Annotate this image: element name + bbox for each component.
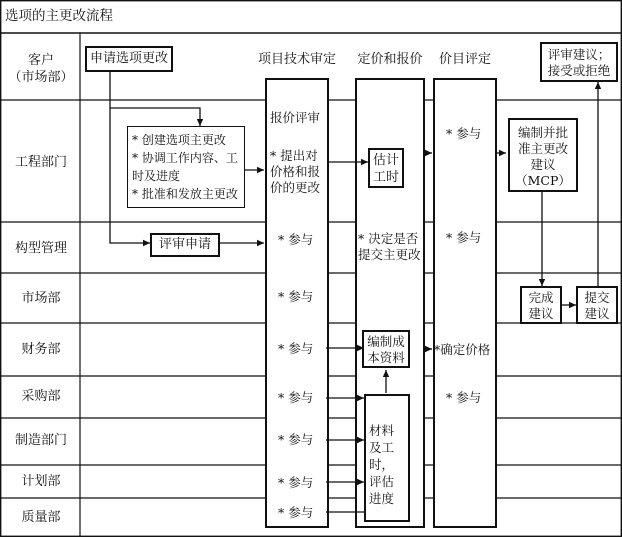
box-complete-recommendation: 完成 建议	[520, 286, 562, 324]
row-label-marketing: 市场部	[21, 291, 61, 306]
note-participate-tech-planning: * 参与	[278, 475, 314, 490]
connector-apply-to-tasks	[110, 72, 200, 126]
note-participate-review-purchasing: * 参与	[446, 390, 482, 405]
lane-price-review	[434, 79, 496, 527]
column-header-pricing: 定价和报价	[357, 52, 423, 67]
row-label-purchasing: 采购部	[21, 389, 61, 404]
row-label-manufacturing: 制造部门	[14, 433, 67, 448]
note-decide-submit: * 决定是否提交主更改	[358, 231, 421, 262]
row-label-customer: 客户 （市场部）	[8, 53, 74, 85]
box-review-recommendation: 评审建议； 接受或拒绝	[540, 42, 618, 82]
row-label-quality: 质量部	[21, 510, 61, 525]
note-participate-review-engineering: * 参与	[446, 126, 482, 141]
note-quote-review: 报价评审	[270, 110, 321, 125]
diagram-title: 选项的主更改流程	[5, 8, 113, 24]
box-prepare-recommendation: 编制并批准主更改建议 （MCP）	[508, 118, 578, 192]
row-label-config-mgmt: 构型管理	[14, 241, 67, 256]
column-header-price-review: 价目评定	[438, 52, 491, 67]
note-participate-tech-quality: * 参与	[278, 505, 314, 520]
box-engineering-tasks: * 创建选项主更改 * 协调工作内容、工时及进度 * 批准和发放主更改	[127, 126, 245, 208]
box-apply-change: 申请选项更改	[85, 46, 173, 72]
note-participate-tech-manufacturing: * 参与	[278, 432, 314, 447]
note-participate-review-config: * 参与	[446, 230, 482, 245]
column-header-tech-review: 项目技术审定	[257, 52, 336, 67]
box-review-apply: 评审申请	[150, 233, 220, 257]
box-submit-recommendation: 提交 建议	[576, 286, 618, 324]
note-participate-tech-marketing: * 参与	[278, 289, 314, 304]
box-estimate-hours: 估计 工时	[368, 148, 404, 188]
note-submit-comments: * 提出对价格和报价的更改	[270, 148, 321, 195]
box-prepare-cost: 编制成 本资料	[362, 330, 410, 368]
note-participate-tech-purchasing: * 参与	[278, 390, 314, 405]
note-participate-tech-finance: * 参与	[278, 341, 314, 356]
row-label-finance: 财务部	[21, 342, 61, 357]
row-label-engineering: 工程部门	[14, 155, 67, 170]
box-materials-hours: 材料及工时，评估进度	[364, 394, 410, 522]
note-participate-tech-config: * 参与	[278, 232, 314, 247]
note-confirm-price: *确定价格	[434, 342, 491, 357]
row-label-planning: 计划部	[21, 474, 61, 489]
